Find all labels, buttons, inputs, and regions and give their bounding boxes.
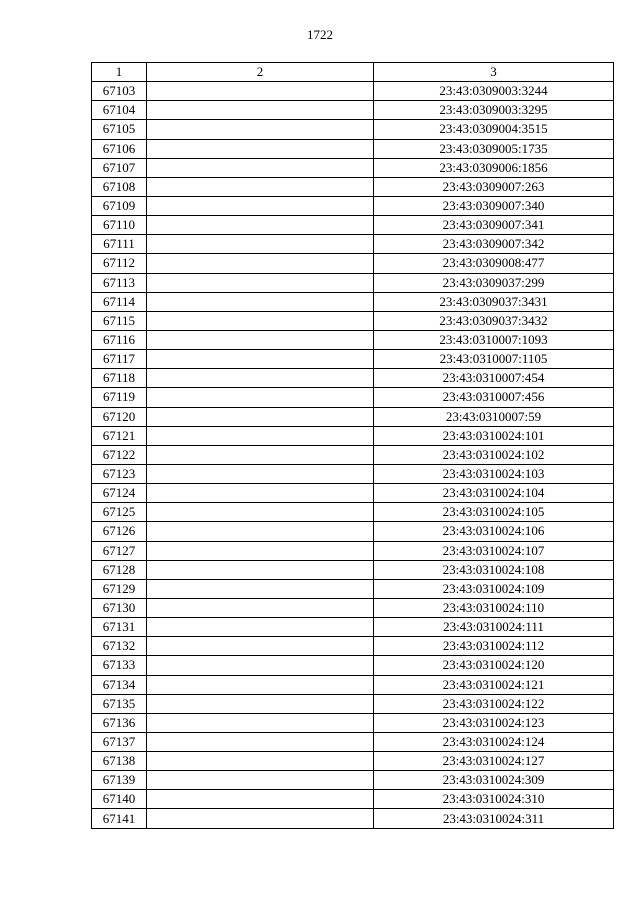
- row-number-cell: 67128: [92, 560, 147, 579]
- row-number-cell: 67139: [92, 771, 147, 790]
- row-empty-cell: [147, 177, 374, 196]
- table-row: [92, 464, 614, 483]
- cadastral-number-cell: 23:43:0309037:299: [374, 273, 614, 292]
- table-row: [92, 426, 614, 445]
- cadastral-number-cell: 23:43:0310024:102: [374, 445, 614, 464]
- row-empty-cell: [147, 618, 374, 637]
- table-row: [92, 598, 614, 617]
- row-number-cell: 67120: [92, 407, 147, 426]
- page-number: 1722: [307, 27, 333, 42]
- row-empty-cell: [147, 752, 374, 771]
- row-empty-cell: [147, 101, 374, 120]
- row-number-cell: 67127: [92, 541, 147, 560]
- row-number-cell: 67141: [92, 809, 147, 828]
- column-header-1: 1: [92, 63, 147, 82]
- row-number-cell: 67132: [92, 637, 147, 656]
- row-number-cell: 67130: [92, 598, 147, 617]
- row-empty-cell: [147, 656, 374, 675]
- table-row: [92, 503, 614, 522]
- cadastral-number-cell: 23:43:0309007:263: [374, 177, 614, 196]
- cadastral-number-cell: 23:43:0310024:121: [374, 675, 614, 694]
- row-empty-cell: [147, 369, 374, 388]
- table-row: [92, 311, 614, 330]
- row-empty-cell: [147, 560, 374, 579]
- row-number-cell: 67119: [92, 388, 147, 407]
- table-row: [92, 196, 614, 215]
- cadastral-number-cell: 23:43:0310024:104: [374, 484, 614, 503]
- row-number-cell: 67136: [92, 713, 147, 732]
- column-header-2: 2: [147, 63, 374, 82]
- cadastral-number-cell: 23:43:0310024:310: [374, 790, 614, 809]
- cadastral-number-cell: 23:43:0309003:3244: [374, 82, 614, 101]
- row-empty-cell: [147, 503, 374, 522]
- table-row: [92, 579, 614, 598]
- row-empty-cell: [147, 464, 374, 483]
- row-number-cell: 67108: [92, 177, 147, 196]
- row-number-cell: 67111: [92, 235, 147, 254]
- row-number-cell: 67112: [92, 254, 147, 273]
- row-empty-cell: [147, 713, 374, 732]
- table-row: [92, 254, 614, 273]
- table-row: [92, 82, 614, 101]
- cadastral-number-cell: 23:43:0310024:110: [374, 598, 614, 617]
- table-row: [92, 809, 614, 828]
- cadastral-number-cell: 23:43:0310024:101: [374, 426, 614, 445]
- cadastral-number-cell: 23:43:0310024:108: [374, 560, 614, 579]
- row-empty-cell: [147, 790, 374, 809]
- row-empty-cell: [147, 426, 374, 445]
- row-number-cell: 67133: [92, 656, 147, 675]
- column-header-3: 3: [374, 63, 614, 82]
- row-number-cell: 67103: [92, 82, 147, 101]
- table-row: [92, 771, 614, 790]
- cadastral-number-cell: 23:43:0309005:1735: [374, 139, 614, 158]
- table-row: [92, 541, 614, 560]
- cadastral-number-cell: 23:43:0310024:103: [374, 464, 614, 483]
- table-row: [92, 445, 614, 464]
- row-empty-cell: [147, 82, 374, 101]
- cadastral-number-cell: 23:43:0310024:107: [374, 541, 614, 560]
- row-empty-cell: [147, 771, 374, 790]
- row-empty-cell: [147, 407, 374, 426]
- table-row: [92, 388, 614, 407]
- table-row: [92, 522, 614, 541]
- cadastral-number-cell: 23:43:0310024:109: [374, 579, 614, 598]
- table-row: [92, 273, 614, 292]
- cadastral-number-cell: 23:43:0310024:105: [374, 503, 614, 522]
- row-number-cell: 67123: [92, 464, 147, 483]
- table-row: [92, 350, 614, 369]
- cadastral-number-cell: 23:43:0310024:112: [374, 637, 614, 656]
- table-body: [92, 82, 614, 828]
- row-empty-cell: [147, 216, 374, 235]
- row-empty-cell: [147, 139, 374, 158]
- table-row: [92, 713, 614, 732]
- row-empty-cell: [147, 158, 374, 177]
- cadastral-number-cell: 23:43:0309003:3295: [374, 101, 614, 120]
- row-number-cell: 67138: [92, 752, 147, 771]
- table-row: [92, 675, 614, 694]
- table-row: [92, 656, 614, 675]
- row-empty-cell: [147, 445, 374, 464]
- row-number-cell: 67122: [92, 445, 147, 464]
- row-number-cell: 67135: [92, 694, 147, 713]
- table-row: [92, 101, 614, 120]
- cadastral-number-cell: 23:43:0309037:3432: [374, 311, 614, 330]
- row-number-cell: 67126: [92, 522, 147, 541]
- table-row: [92, 139, 614, 158]
- cadastral-number-cell: 23:43:0309006:1856: [374, 158, 614, 177]
- table-header-row: [92, 63, 614, 82]
- row-empty-cell: [147, 598, 374, 617]
- table-row: [92, 618, 614, 637]
- row-empty-cell: [147, 484, 374, 503]
- row-number-cell: 67104: [92, 101, 147, 120]
- row-empty-cell: [147, 809, 374, 828]
- row-empty-cell: [147, 330, 374, 349]
- table-row: [92, 216, 614, 235]
- row-number-cell: 67121: [92, 426, 147, 445]
- row-empty-cell: [147, 388, 374, 407]
- table-row: [92, 637, 614, 656]
- row-number-cell: 67137: [92, 732, 147, 751]
- row-number-cell: 67118: [92, 369, 147, 388]
- row-number-cell: 67109: [92, 196, 147, 215]
- row-number-cell: 67107: [92, 158, 147, 177]
- cadastral-number-cell: 23:43:0310007:454: [374, 369, 614, 388]
- cadastral-number-cell: 23:43:0310024:122: [374, 694, 614, 713]
- cadastral-number-cell: 23:43:0309007:340: [374, 196, 614, 215]
- cadastral-number-cell: 23:43:0309008:477: [374, 254, 614, 273]
- table-row: [92, 484, 614, 503]
- cadastral-number-cell: 23:43:0310007:59: [374, 407, 614, 426]
- row-empty-cell: [147, 196, 374, 215]
- row-empty-cell: [147, 350, 374, 369]
- cadastral-number-cell: 23:43:0310024:120: [374, 656, 614, 675]
- row-number-cell: 67114: [92, 292, 147, 311]
- row-number-cell: 67117: [92, 350, 147, 369]
- table-row: [92, 732, 614, 751]
- table-row: [92, 235, 614, 254]
- table-row: [92, 694, 614, 713]
- cadastral-number-cell: 23:43:0310024:309: [374, 771, 614, 790]
- row-empty-cell: [147, 522, 374, 541]
- row-number-cell: 67131: [92, 618, 147, 637]
- cadastral-number-cell: 23:43:0310024:106: [374, 522, 614, 541]
- row-number-cell: 67125: [92, 503, 147, 522]
- row-number-cell: 67113: [92, 273, 147, 292]
- cadastral-number-cell: 23:43:0309007:342: [374, 235, 614, 254]
- row-empty-cell: [147, 235, 374, 254]
- row-empty-cell: [147, 579, 374, 598]
- row-number-cell: 67106: [92, 139, 147, 158]
- cadastral-number-cell: 23:43:0309004:3515: [374, 120, 614, 139]
- row-number-cell: 67140: [92, 790, 147, 809]
- cadastral-number-cell: 23:43:0310024:123: [374, 713, 614, 732]
- row-number-cell: 67116: [92, 330, 147, 349]
- cadastral-number-cell: 23:43:0310007:1105: [374, 350, 614, 369]
- cadastral-number-cell: 23:43:0309007:341: [374, 216, 614, 235]
- row-number-cell: 67115: [92, 311, 147, 330]
- table-row: [92, 369, 614, 388]
- table-row: [92, 752, 614, 771]
- table-row: [92, 177, 614, 196]
- row-number-cell: 67124: [92, 484, 147, 503]
- table-row: [92, 158, 614, 177]
- table-row: [92, 407, 614, 426]
- table-row: [92, 292, 614, 311]
- row-empty-cell: [147, 273, 374, 292]
- cadastral-number-cell: 23:43:0310024:111: [374, 618, 614, 637]
- row-number-cell: 67105: [92, 120, 147, 139]
- row-number-cell: 67129: [92, 579, 147, 598]
- row-empty-cell: [147, 675, 374, 694]
- row-empty-cell: [147, 311, 374, 330]
- row-empty-cell: [147, 541, 374, 560]
- row-empty-cell: [147, 120, 374, 139]
- cadastral-number-cell: 23:43:0309037:3431: [374, 292, 614, 311]
- table-row: [92, 330, 614, 349]
- table-row: [92, 120, 614, 139]
- row-empty-cell: [147, 637, 374, 656]
- table-row: [92, 560, 614, 579]
- table-row: [92, 790, 614, 809]
- table-header: [92, 63, 614, 82]
- cadastral-number-cell: 23:43:0310024:124: [374, 732, 614, 751]
- row-number-cell: 67110: [92, 216, 147, 235]
- cadastral-number-cell: 23:43:0310024:311: [374, 809, 614, 828]
- row-empty-cell: [147, 292, 374, 311]
- row-number-cell: 67134: [92, 675, 147, 694]
- cadastral-number-cell: 23:43:0310007:456: [374, 388, 614, 407]
- row-empty-cell: [147, 732, 374, 751]
- cadastral-number-cell: 23:43:0310024:127: [374, 752, 614, 771]
- registry-table: [91, 62, 614, 829]
- row-empty-cell: [147, 254, 374, 273]
- cadastral-number-cell: 23:43:0310007:1093: [374, 330, 614, 349]
- row-empty-cell: [147, 694, 374, 713]
